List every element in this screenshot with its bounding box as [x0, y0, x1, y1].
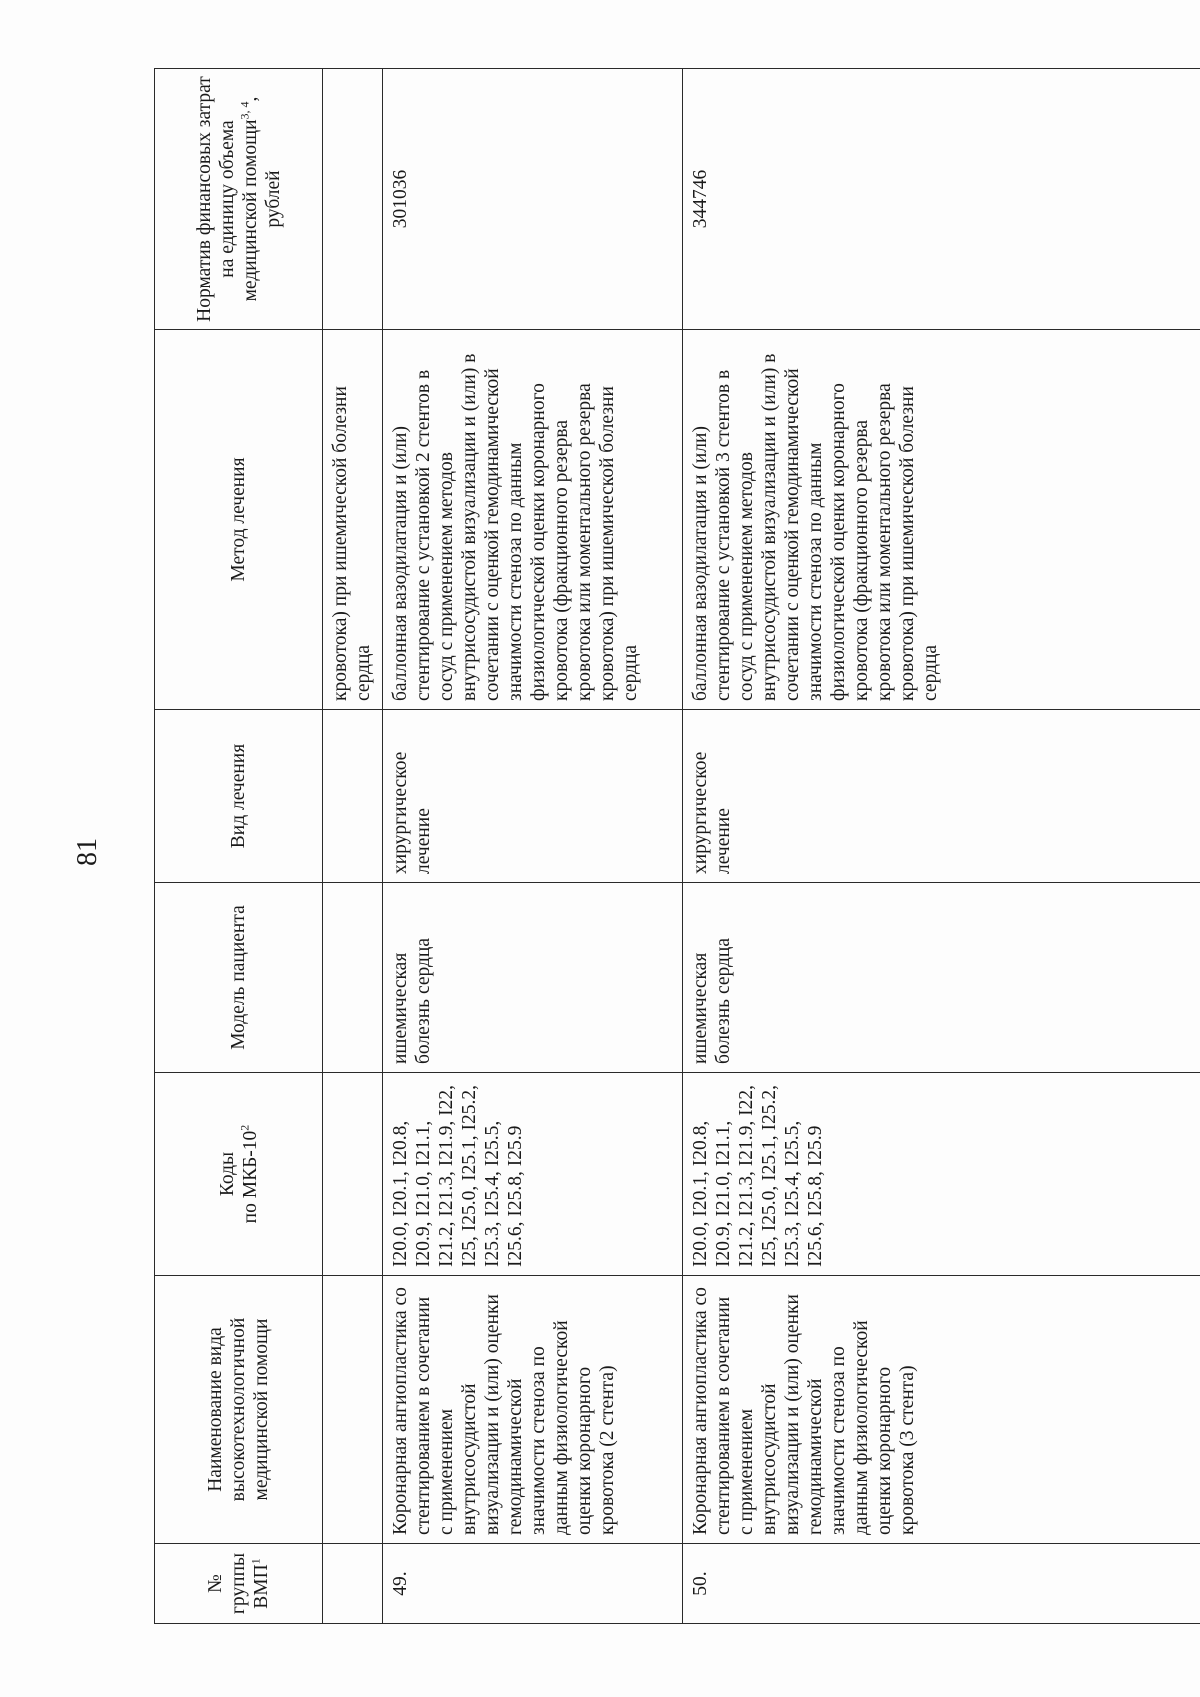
vmp-table — [154, 68, 1200, 1624]
row-codes: I20.0, I20.1, I20.8, I20.9, I21.0, I21.1, I21.2, I21.3, I21.9, I22, I25, I25.0, I25.1, I25.2, I25.3, I25.4, I25.5, I25.6, I25.8, I25.9 — [683, 1073, 1200, 1276]
rotated-table-container — [154, 69, 1200, 1624]
header-name: Наименование вида высокотехнологичной медицинской помощи — [155, 1276, 323, 1544]
row-method: баллонная вазодилатация и (или) стентирование с установкой 3 стентов в сосуд с применением методов внутрисосудистой визуализации и (или) в сочетании с оценкой гемодинамической значимости стеноза по данным физиологической оценки коронарного кровотока (фракционного резерва кровотока или моментального резерва кровотока) при ишемической болезни сердца — [683, 330, 1200, 710]
row-model: ишемическая болезнь сердца — [383, 883, 683, 1073]
continuation-row — [323, 69, 383, 1624]
row-name: Коронарная ангиопластика со стентированием в сочетании с применением внутрисосудистой визуализации и (или) оценки гемодинамической значимости стеноза по данным физиологической оценки коронарного кровотока (3 стента) — [683, 1276, 1200, 1544]
row-name: Коронарная ангиопластика со стентированием в сочетании с применением внутрисосудистой визуализации и (или) оценки гемодинамической значимости стеноза по данным физиологической оценки коронарного кровотока (2 стента) — [383, 1276, 683, 1544]
cont-codes — [323, 1073, 383, 1276]
cont-kind — [323, 710, 383, 883]
header-model: Модель пациента — [155, 883, 323, 1073]
row-codes: I20.0, I20.1, I20.8, I20.9, I21.0, I21.1, I21.2, I21.3, I21.9, I22, I25, I25.0, I25.1, I25.2, I25.3, I25.4, I25.5, I25.6, I25.8, I25.9 — [383, 1073, 683, 1276]
row-kind: хирургическое лечение — [683, 710, 1200, 883]
row-kind: хирургическое лечение — [383, 710, 683, 883]
cont-method: кровотока) при ишемической болезни сердца — [323, 330, 383, 710]
table-row — [383, 69, 683, 1624]
header-group-number: № группы ВМП$^1$ — [155, 1544, 323, 1624]
cont-name — [323, 1276, 383, 1544]
row-number: 49. — [383, 1544, 683, 1624]
header-codes: Коды по МКБ-$10^2$ — [155, 1073, 323, 1276]
header-row — [155, 69, 323, 1624]
row-number: 50. — [683, 1544, 1200, 1624]
cont-no — [323, 1544, 383, 1624]
row-method: баллонная вазодилатация и (или) стентирование с установкой 2 стентов в сосуд с применением методов внутрисосудистой визуализации и (или) в сочетании с оценкой гемодинамической значимости стеноза по данным физиологической оценки коронарного кровотока (фракционного резерва кровотока или моментального резерва кровотока) при ишемической болезни сердца — [383, 330, 683, 710]
header-cost: Норматив финансовых затрат на единицу объема медицинской помощи$^{3, 4}$, рублей — [155, 69, 323, 330]
cont-cost — [323, 69, 383, 330]
table-row — [683, 69, 1200, 1624]
header-kind: Вид лечения — [155, 710, 323, 883]
header-method: Метод лечения — [155, 330, 323, 710]
row-cost: 344746 — [683, 69, 1200, 330]
page-number: 81 — [72, 838, 103, 866]
row-cost: 301036 — [383, 69, 683, 330]
row-model: ишемическая болезнь сердца — [683, 883, 1200, 1073]
cont-model — [323, 883, 383, 1073]
